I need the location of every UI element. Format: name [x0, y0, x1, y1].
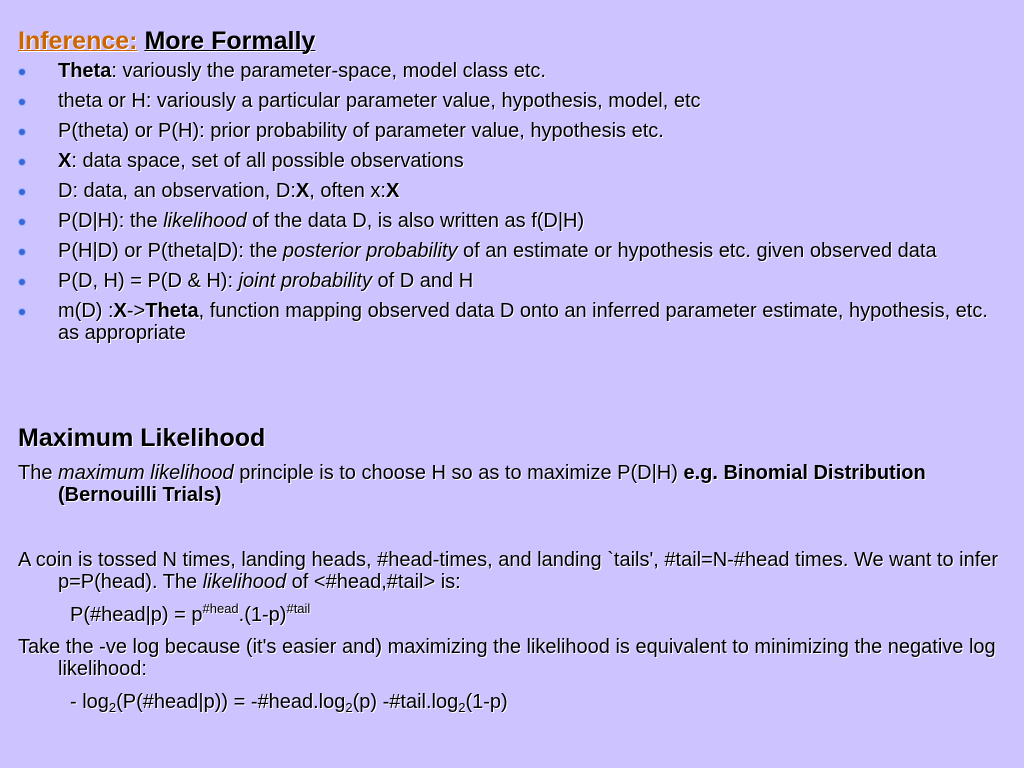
bullet-text: of the data D, is also written as f(D|H) — [246, 210, 585, 232]
bullet-dot-icon — [19, 249, 25, 255]
bullet-text: theta or H: variously a particular parameter value, hypothesis, model, etc — [58, 90, 701, 112]
bold-term: Theta — [145, 300, 199, 322]
bullet-item — [18, 60, 1008, 82]
bullet-text: P(H|D) or P(theta|D): the — [58, 240, 283, 262]
bold-term: X — [385, 180, 400, 202]
formula-text: (p) -#tail.log — [352, 691, 459, 713]
formula-subscript: 2 — [345, 700, 353, 715]
bullet-dot-icon — [19, 99, 25, 105]
bullet-text: of an estimate or hypothesis etc. given observed data — [457, 240, 937, 262]
italic-term: likelihood — [163, 210, 247, 232]
bullet-dot-icon — [19, 309, 25, 315]
bullet-item — [18, 270, 1008, 292]
italic-term: likelihood — [202, 571, 287, 593]
bullet-dot-icon — [19, 129, 25, 135]
italic-term: maximum likelihood — [58, 462, 234, 484]
bullet-item — [18, 90, 1008, 112]
bold-term: e.g. Binomial Distribution (Bernouilli Trials) — [58, 462, 926, 506]
bullet-dot-icon — [19, 189, 25, 195]
bullet-text: of D and H — [372, 270, 474, 292]
para-text: principle is to choose H so as to maximize P(D|H) — [233, 462, 684, 484]
bullet-dot-icon — [19, 279, 25, 285]
bullet-item — [18, 150, 1008, 172]
title-accent: Inference: — [18, 27, 138, 55]
bullet-item — [18, 210, 1008, 232]
para-text: The — [18, 462, 59, 484]
bold-term: X — [58, 150, 72, 172]
bullet-text: D: data, an observation, D: — [58, 180, 296, 202]
bold-term: X — [113, 300, 127, 322]
formula-text: (P(#head|p)) = -#head.log — [116, 691, 346, 713]
italic-term: joint probability — [238, 270, 372, 292]
bold-term: Theta — [58, 60, 112, 82]
bullet-item — [18, 120, 1008, 142]
ml-principle-paragraph — [18, 462, 1008, 506]
formula-text: (1-p) — [465, 691, 508, 713]
para-text: of <#head,#tail> is: — [286, 571, 461, 593]
bullet-text: P(theta) or P(H): prior probability of parameter value, hypothesis etc. — [58, 120, 664, 142]
neg-log-likelihood-formula — [70, 691, 508, 713]
italic-term: posterior probability — [282, 240, 458, 262]
negative-log-paragraph — [18, 636, 1008, 680]
formula-text: .(1-p) — [238, 604, 287, 626]
bullet-text: : data space, set of all possible observations — [71, 150, 464, 172]
bullet-text: P(D|H): the — [58, 210, 164, 232]
bullet-text: P(D, H) = P(D & H): — [58, 270, 239, 292]
bullet-item — [18, 300, 1008, 344]
formula-subscript: 2 — [108, 700, 117, 715]
para-text: A coin is tossed N times, landing heads, #head-times, and landing `tails', #tail=N-#head times. We want to infer p=P(head). The — [18, 549, 999, 593]
formula-text: - log — [70, 691, 109, 713]
para-text: Take the -ve log because (it's easier and) maximizing the likelihood is equivalent to minimizing the negative log likelihood: — [18, 636, 996, 680]
formula-text: P(#head|p) = p — [70, 604, 203, 626]
section-heading: Maximum Likelihood — [18, 424, 266, 452]
bullet-item — [18, 180, 1008, 202]
bullet-text: m(D) : — [58, 300, 114, 322]
bold-term: X — [295, 180, 310, 202]
bullet-text: -> — [126, 300, 146, 322]
bullet-dot-icon — [19, 159, 25, 165]
slide-title — [18, 26, 315, 56]
bullet-text: , often x: — [309, 180, 386, 202]
bullet-item — [18, 240, 1008, 262]
bullet-dot-icon — [19, 219, 25, 225]
formula-subscript: 2 — [458, 700, 466, 715]
coin-toss-paragraph — [18, 549, 1008, 593]
bullet-dot-icon — [19, 69, 25, 75]
bullet-text: : variously the parameter-space, model class etc. — [111, 60, 546, 82]
bullet-list — [18, 60, 1008, 352]
bullet-text: , function mapping observed data D onto an inferred parameter estimate, hypothesis, etc. as appropriate — [58, 300, 988, 344]
formula-superscript: #head — [202, 601, 239, 616]
likelihood-formula — [70, 601, 311, 626]
title-rest: More Formally — [144, 27, 316, 55]
formula-superscript: #tail — [286, 601, 311, 616]
